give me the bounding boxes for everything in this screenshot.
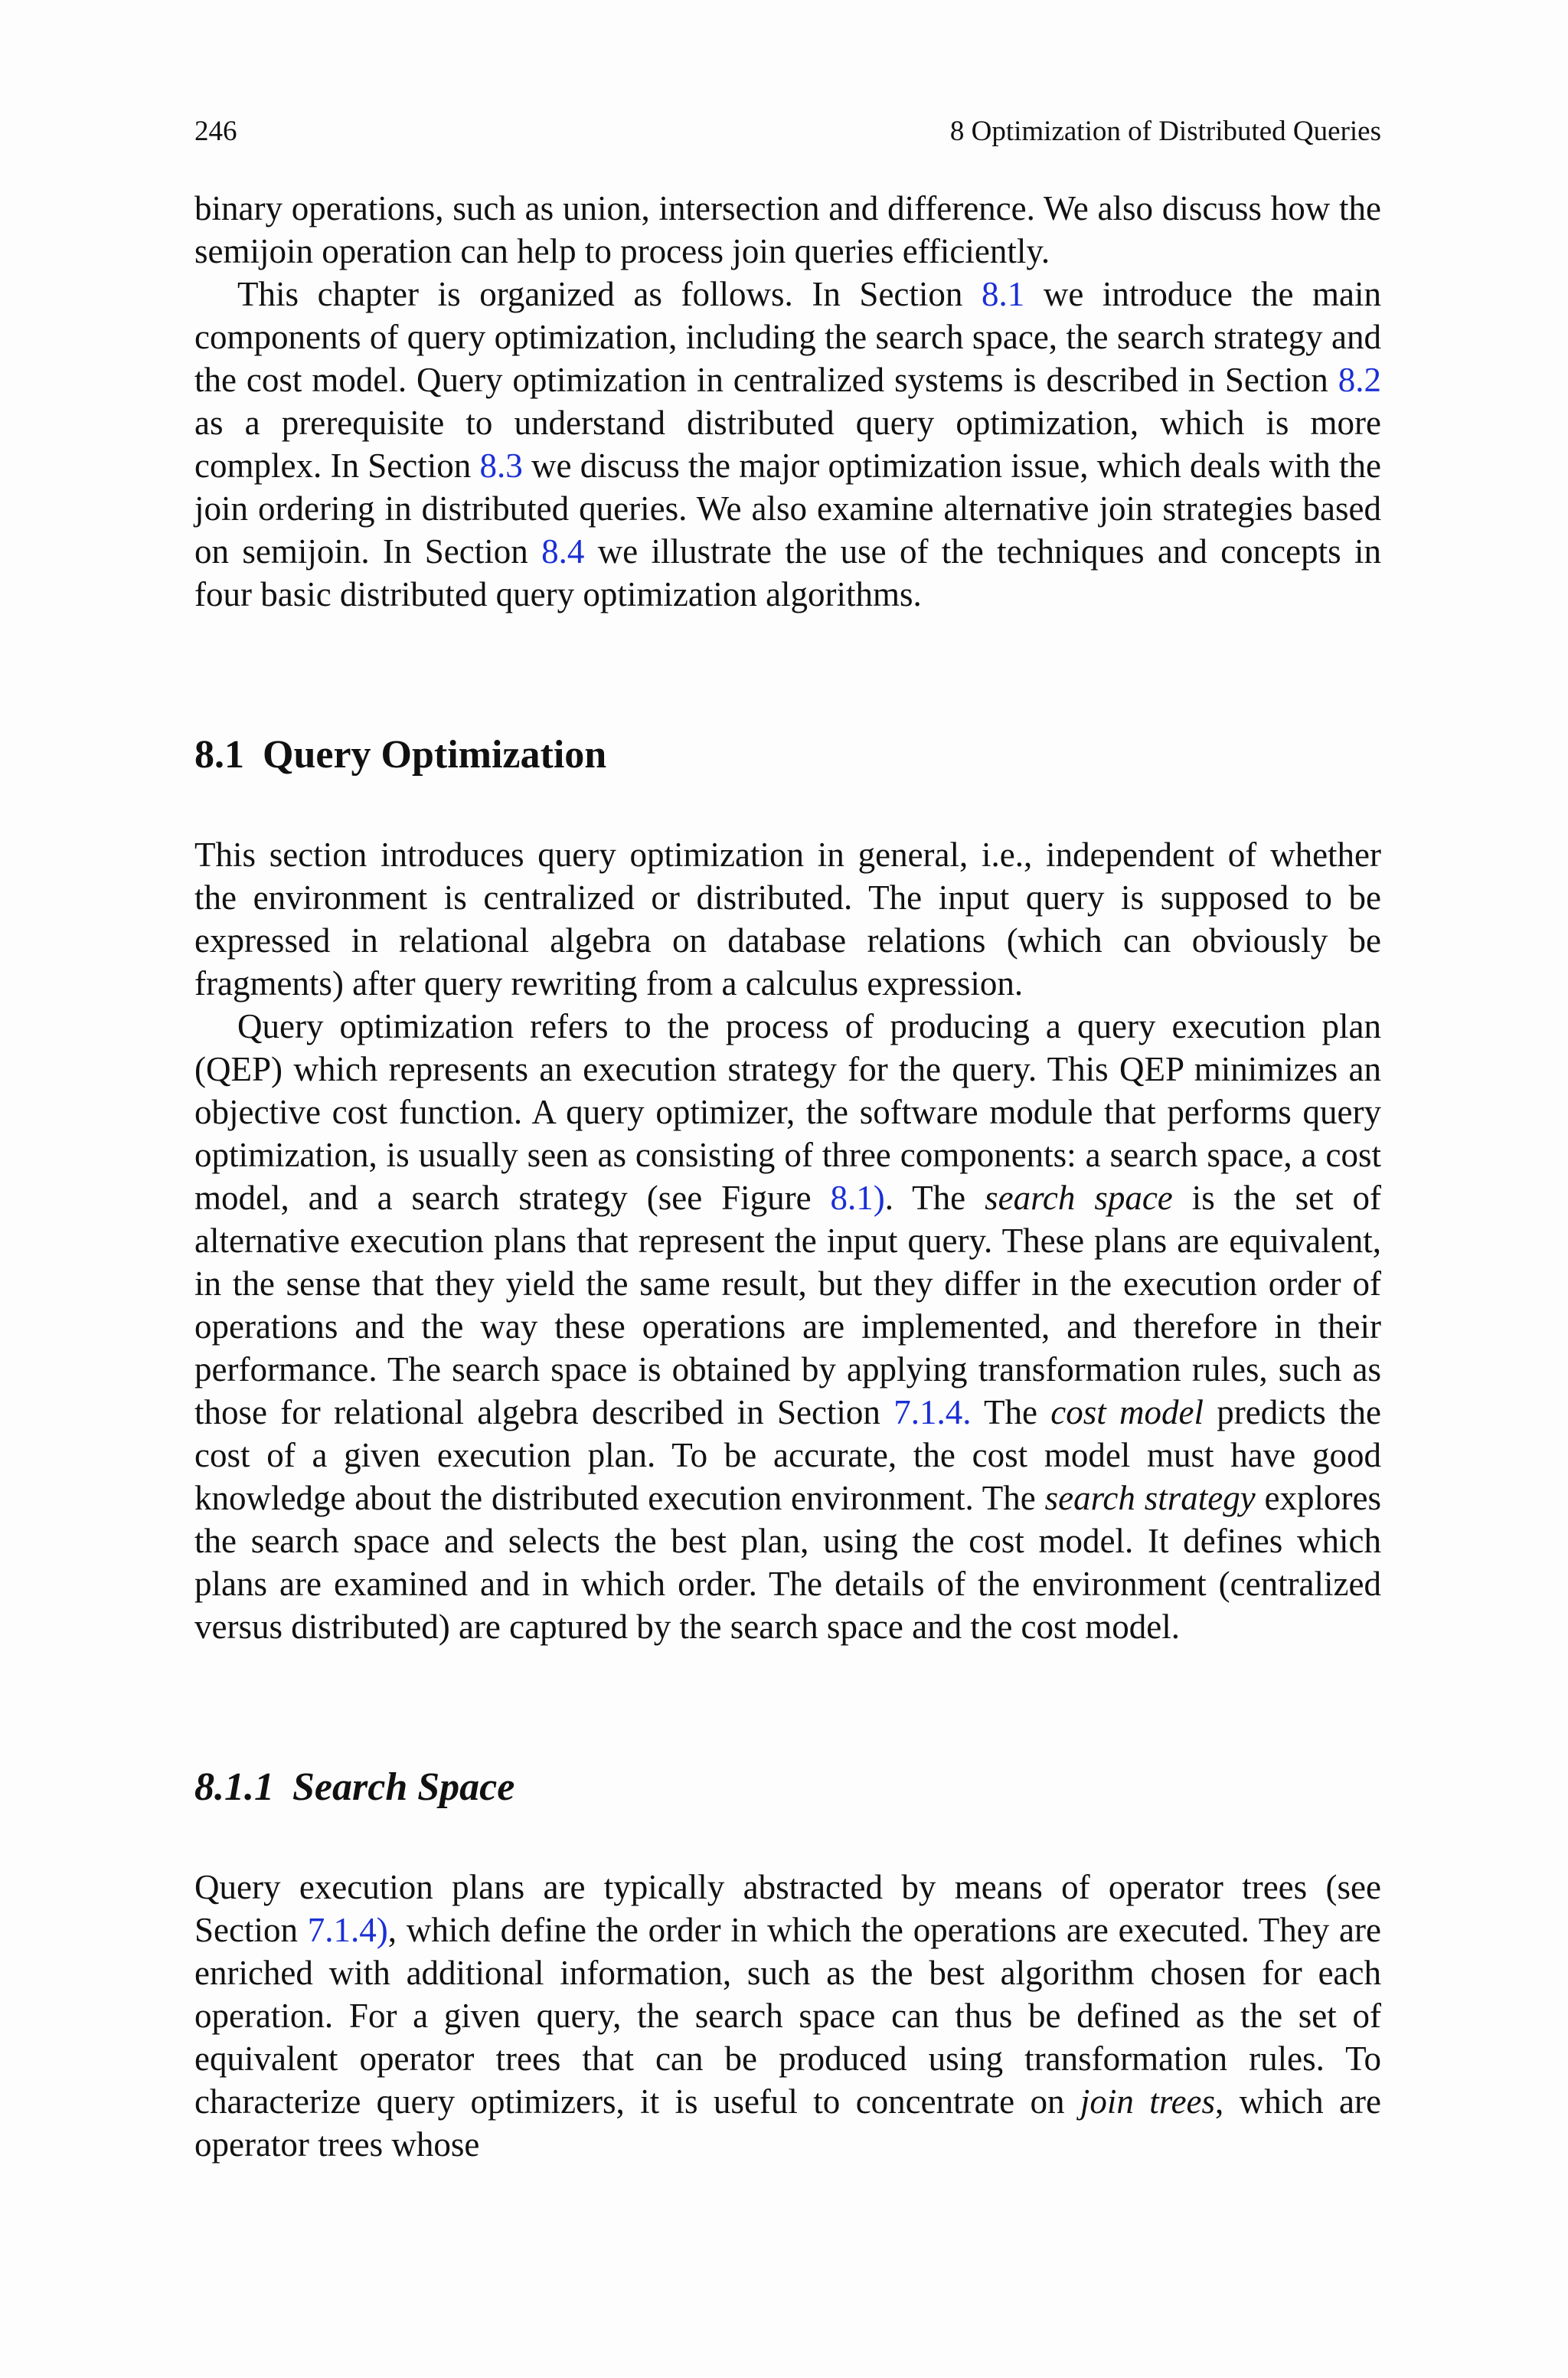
- section-8-1-paragraph-2: [194, 1005, 1381, 1648]
- text-run: This chapter is organized as follows. In Section: [237, 275, 982, 313]
- section-number: 8.1: [194, 733, 244, 777]
- section-link-7-1-4-b[interactable]: 7.1.4): [307, 1911, 388, 1949]
- section-8-1-1-paragraph-1: [194, 1866, 1381, 2166]
- text-run: is the set of alternative execution plans that represent the input query. These plans are equivalent, in the sense that they yield the same result, but they differ in the execution order of operations and the way these operations are implemented, and therefore in their performance. The search space is obtained by applying transformation rules, such as those for relational algebra described in Section: [194, 1179, 1381, 1431]
- text-run: explores the search space and selects the best plan, using the cost model. It defines which plans are examined and in which order. The details of the environment (centralized versus distributed) are captured by the search space and the cost model.: [194, 1479, 1381, 1646]
- page-number: 246: [194, 116, 237, 147]
- text-run: we discuss the major optimization issue, which deals with the join ordering in distributed queries. We also examine alternative join strategies based on semijoin. In Section: [194, 446, 1381, 571]
- section-link-8-2[interactable]: 8.2: [1338, 361, 1381, 399]
- text-run: . The: [884, 1179, 985, 1217]
- text-run: predicts the cost of a given execution plan. To be accurate, the cost model must have good knowledge about the distributed execution environment. The: [194, 1393, 1381, 1517]
- text-run: we illustrate the use of the techniques and concepts in four basic distributed query optimization algorithms.: [194, 532, 1381, 613]
- text-run: The: [971, 1393, 1051, 1431]
- subsection-heading-8-1-1: [194, 1763, 1381, 1812]
- subsection-title: Search Space: [292, 1765, 515, 1809]
- section-link-8-1[interactable]: 8.1: [982, 275, 1025, 313]
- section-8-1-paragraph-1: This section introduces query optimization in general, i.e., independent of whether the environment is centralized or distributed. The input query is supposed to be expressed in relational algebra on database relations (which can obviously be fragments) after query rewriting from a calculus expression.: [194, 836, 1381, 1003]
- term-cost-model: cost model: [1050, 1393, 1204, 1431]
- term-search-space: search space: [985, 1179, 1173, 1217]
- chapter-title: 8 Optimization of Distributed Queries: [949, 116, 1381, 147]
- running-head: [194, 115, 1381, 149]
- section-link-8-4[interactable]: 8.4: [541, 532, 585, 571]
- text-run: Query execution plans are typically abstracted by means of operator trees (see Section: [194, 1868, 1381, 1949]
- page-content: [194, 115, 1381, 2166]
- figure-link-8-1[interactable]: 8.1): [830, 1179, 885, 1217]
- text-run: Query optimization refers to the process of producing a query execution plan (QEP) which represents an execution strategy for the query. This QEP minimizes an objective cost function. A query optimizer, the software module that performs query optimization, is usually seen as consisting of three components: a search space, a cost model, and a search strategy (see Figure: [194, 1007, 1381, 1217]
- text-run: , which are operator trees whose: [194, 2082, 1381, 2164]
- section-title: Query Optimization: [263, 733, 607, 777]
- text-run: as a prerequisite to understand distributed query optimization, which is more complex. In Section: [194, 404, 1381, 485]
- term-search-strategy: search strategy: [1044, 1479, 1256, 1517]
- section-heading-8-1: [194, 731, 1381, 780]
- section-link-7-1-4[interactable]: 7.1.4.: [893, 1393, 972, 1431]
- term-join-trees: join trees: [1080, 2082, 1216, 2121]
- intro-paragraph-2: [194, 273, 1381, 616]
- text-run: we introduce the main components of query optimization, including the search space, the search strategy and the cost model. Query optimization in centralized systems is described in Section: [194, 275, 1381, 399]
- text-run: , which define the order in which the operations are executed. They are enriched with additional information, such as the best algorithm chosen for each operation. For a given query, the search space can thus be defined as the set of equivalent operator trees that can be produced using transformation rules. To characterize query optimizers, it is useful to concentrate on: [194, 1911, 1381, 2121]
- subsection-number: 8.1.1: [194, 1765, 274, 1809]
- intro-paragraph-1: binary operations, such as union, intersection and difference. We also discuss how the semijoin operation can help to process join queries efficiently.: [194, 189, 1381, 270]
- section-link-8-3[interactable]: 8.3: [479, 446, 523, 485]
